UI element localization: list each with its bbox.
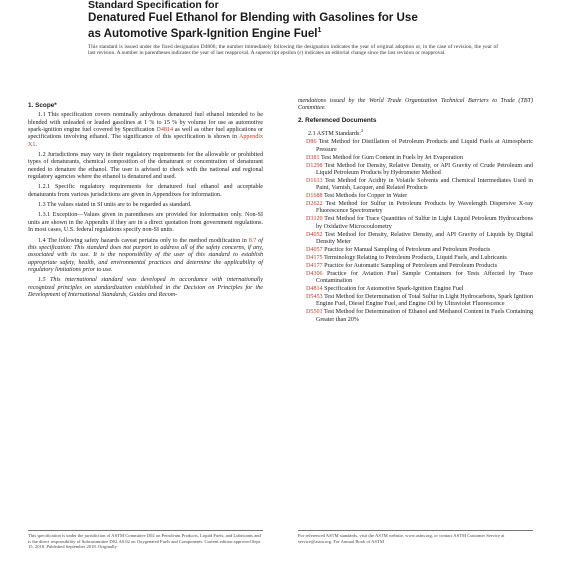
reference-title: Test Method for Sulfur in Petroleum Products by Wavelength Dispersive X-ray Fluorescence Spectrometry bbox=[316, 201, 533, 215]
reference-code-link[interactable]: D4057 bbox=[306, 246, 323, 253]
reference-code-link[interactable]: D4306 bbox=[306, 270, 323, 277]
paragraph-1-5: 1.5 This international standard was developed in accordance with internationally recognized principles on standardization established in the Decision on Principles for the Development of International Standards, Guides and Recom- bbox=[28, 277, 263, 298]
reference-code-link[interactable]: D4052 bbox=[306, 231, 323, 238]
title-line-2: Denatured Fuel Ethanol for Blending with Gasolines for Use bbox=[88, 11, 418, 24]
reference-item bbox=[298, 201, 533, 216]
reference-item bbox=[298, 286, 533, 293]
reference-title: Specification for Automotive Spark-Ignition Engine Fuel bbox=[324, 286, 464, 293]
reference-title: Test Methods for Copper in Water bbox=[324, 193, 408, 200]
reference-code-link[interactable]: D4814 bbox=[306, 286, 323, 293]
reference-title: Test Method for Determination of Total Sulfur in Light Hydrocarbons, Spark Ignition Engine Fuel, Diesel Engine Fuel, and Engine Oil by Ultraviolet Fluorescence bbox=[316, 294, 533, 308]
reference-code-link[interactable]: D5501 bbox=[306, 309, 323, 316]
reference-code-link[interactable]: D86 bbox=[306, 139, 317, 146]
reference-code-link[interactable]: D381 bbox=[306, 154, 320, 161]
reference-code-link[interactable]: D2622 bbox=[306, 201, 323, 208]
paragraph-1-2: 1.2 Jurisdictions may vary in their regulatory requirements for the allowable or prohibited types of denaturants, chemical composition of the denaturant or concentration of denaturant needed to denature the ethanol. The user is advised to check with the national and regional regulatory agencies where the ethanol is denatured and used. bbox=[28, 152, 263, 181]
ref-link-d4814[interactable]: D4814 bbox=[156, 127, 174, 134]
reference-title: Test Method for Gum Content in Fuels by Jet Evaporation bbox=[320, 154, 463, 161]
paragraph-1-5-continued: mendations issued by the World Trade Organization Technical Barriers to Trade (TBT) Committee. bbox=[298, 98, 533, 112]
right-column bbox=[298, 98, 533, 325]
footnote-right: For referenced ASTM standards, visit the ASTM website, www.astm.org, or contact ASTM Customer Service at service@astm.org. For Annual Book of ASTM bbox=[298, 530, 533, 544]
reference-code-link[interactable]: D1688 bbox=[306, 193, 323, 200]
reference-item bbox=[298, 271, 533, 286]
reference-code-link[interactable]: D4175 bbox=[306, 254, 323, 261]
left-column bbox=[28, 98, 263, 302]
reference-item bbox=[298, 139, 533, 154]
ref-link-8-7[interactable]: 8.7 bbox=[248, 237, 257, 244]
reference-title: Test Method for Acidity in Volatile Solvents and Chemical Intermediates Used in Paint, Varnish, Lacquer, and Related Products bbox=[316, 177, 533, 192]
reference-item bbox=[298, 247, 533, 254]
title-line-1: Standard Specification for bbox=[88, 0, 219, 11]
paragraph-1-3: 1.3 The values stated in SI units are to be regarded as standard. bbox=[38, 202, 192, 209]
reference-title: Practice for Automatic Sampling of Petroleum and Petroleum Products bbox=[324, 262, 498, 269]
scope-heading: 1. Scope* bbox=[28, 102, 57, 109]
reference-list bbox=[298, 139, 533, 324]
paragraph-1-4: 1.4 The following safety hazards caveat pertains only to the method modification in 8.7 of this specification: This standard does not purport to address all of the safety concerns, if any, associated with its use. It is the responsibility of the user of this standard to establish appropriate safety, health, and environmental practices and determine the applicability of regulatory limitations prior to use. bbox=[28, 237, 263, 273]
reference-item bbox=[298, 163, 533, 178]
reference-title: Terminology Relating to Petroleum Products, Liquid Fuels, and Lubricants bbox=[324, 254, 507, 261]
reference-item bbox=[298, 193, 533, 200]
ref-link-appendix-x1[interactable]: Appendix X1 bbox=[28, 134, 263, 148]
reference-item bbox=[298, 178, 533, 193]
paragraph-1-2-1: 1.2.1 Specific regulatory requirements for denatured fuel ethanol and acceptable denaturants from various jurisdictions are given in Appendixes for information. bbox=[28, 184, 263, 198]
reference-title: Practice for Aviation Fuel Sample Containers for Tests Affected by Trace Contamination bbox=[316, 270, 533, 285]
paragraph-1-3-1: 1.3.1 Exception—Values given in parentheses are provided for information only. Non-SI units are shown in the Appendix if they are in a direct quotation from government regulations. In most cases, U.S. federal regulations specify non-SI units. bbox=[28, 212, 263, 234]
designation-preamble: This standard is issued under the fixed designation D4806; the number immediately following the designation indicates the year of original adoption or, in the case of revision, the year of last revision. A number in parentheses indicates the year of last reapproval. A superscript epsilon (ε) indicates an editorial change since the last revision or reapproval. bbox=[88, 44, 498, 57]
reference-code-link[interactable]: D1298 bbox=[306, 162, 323, 169]
reference-title: Test Method for Density, Relative Density, and API Gravity of Liquids by Digital Density Meter bbox=[316, 231, 533, 246]
reference-item bbox=[298, 216, 533, 231]
reference-code-link[interactable]: D4177 bbox=[306, 262, 323, 269]
reference-title: Test Method for Density, Relative Density, or API Gravity of Crude Petroleum and Liquid Petroleum Products by Hydrometer Method bbox=[316, 162, 533, 176]
reference-title: Test Method for Determination of Ethanol and Methanol Content in Fuels Containing Greater than 20% bbox=[316, 309, 533, 323]
reference-item bbox=[298, 294, 533, 309]
referenced-documents-heading: 2. Referenced Documents bbox=[298, 116, 377, 124]
reference-code-link[interactable]: D5453 bbox=[306, 294, 323, 300]
footnote-left: This specification is under the jurisdiction of ASTM Committee D02 on Petroleum Products, Liquid Fuels, and Lubricants and is the direct responsibility of Subcommittee D02.A0.02 on Oxygenated Fuels and Components. Current edition approved Sept. 15, 2018. Published September 2018. Originally bbox=[28, 530, 263, 550]
reference-item bbox=[298, 155, 533, 162]
title-block bbox=[88, 0, 528, 40]
reference-code-link[interactable]: D1613 bbox=[306, 177, 323, 184]
title-line-3: as Automotive Spark-Ignition Engine Fuel$^1$ bbox=[88, 26, 322, 40]
reference-title: Test Method for Trace Quantities of Sulfur in Light Liquid Petroleum Hydrocarbons by Oxidative Microcoulometry bbox=[316, 216, 533, 230]
reference-item bbox=[298, 263, 533, 270]
astm-standards-footnote-mark: 2 bbox=[360, 128, 364, 134]
reference-title: Test Method for Distillation of Petroleum Products and Liquid Fuels at Atmospheric Pressure bbox=[316, 139, 533, 153]
astm-standards-intro: 2.1 ASTM Standards:$^2$ bbox=[308, 128, 364, 138]
title-footnote-mark: 1 bbox=[317, 27, 322, 34]
reference-item bbox=[298, 232, 533, 247]
reference-item bbox=[298, 255, 533, 262]
reference-code-link[interactable]: D3120 bbox=[306, 216, 323, 223]
paragraph-1-1: 1.1 This specification covers nominally anhydrous denatured fuel ethanol intended to be blended with unleaded or leaded gasolines at 1 % to 15 % by volume for use as automotive spark-ignition engine fuel covered by Specification D4814 as well as other fuel applications or specifications involving ethanol. The significance of this specification is shown in Appendix X1. bbox=[28, 112, 263, 148]
reference-title: Practice for Manual Sampling of Petroleum and Petroleum Products bbox=[324, 246, 491, 253]
reference-item bbox=[298, 309, 533, 324]
